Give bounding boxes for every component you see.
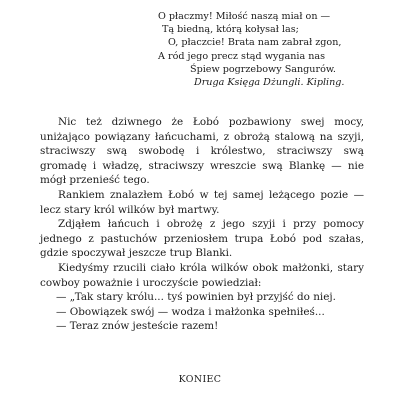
- ending-title: KONIEC: [178, 374, 222, 385]
- paragraph: Kiedyśmy rzucili ciało króla wilków obok małżonki, stary cowboy poważnie i uroczyście powiedział:: [40, 261, 364, 289]
- epigraph-line: O, płaczcie! Brata nam zabrał zgon,: [168, 37, 342, 49]
- paragraph: Zdjąłem łańcuch i obrożę z jego szyji i przy pomocy jednego z pastuchów przeniosłem trupa Łobó pod szałas, gdzie spoczywał jeszcze trup Blanki.: [40, 218, 364, 260]
- dialog-line: — „Tak stary królu... tyś powinien był przyjść do niej.: [56, 291, 336, 304]
- epigraph-line: A ród jego precz stąd wygania nas: [158, 50, 326, 62]
- epigraph-line: Śpiew pogrzebowy Sangurów.: [190, 63, 336, 75]
- paragraph: Rankiem znalazłem Łobó w tej samej leżącego pozie — lecz stary król wilków był martwy.: [40, 188, 364, 216]
- dialog-line: — Teraz znów jesteście razem!: [56, 320, 219, 333]
- story-text: [40, 115, 364, 334]
- epigraph-line: O płaczmy! Miłość naszą miał on —: [158, 11, 331, 22]
- paragraph: Nic też dziwnego że Łobó pozbawiony swej mocy, uniżająco powiązany łańcuchami, z obrożą stalową na szyji, straciwszy swą swobodę i królestwo, straciwszy swą gromadę i władzę, straciwszy wreszcie swą Blankę — nie mógł przenieść tego.: [40, 116, 364, 187]
- epigraph-line: Tą biedną, którą kołysał las;: [162, 24, 299, 36]
- dialog-line: — Obowiązek swój — wodza i małżonka spełniłeś...: [56, 305, 325, 318]
- epigraph-source: Druga Księga Dżungli. Kipling.: [194, 77, 345, 89]
- epigraph: [150, 10, 370, 89]
